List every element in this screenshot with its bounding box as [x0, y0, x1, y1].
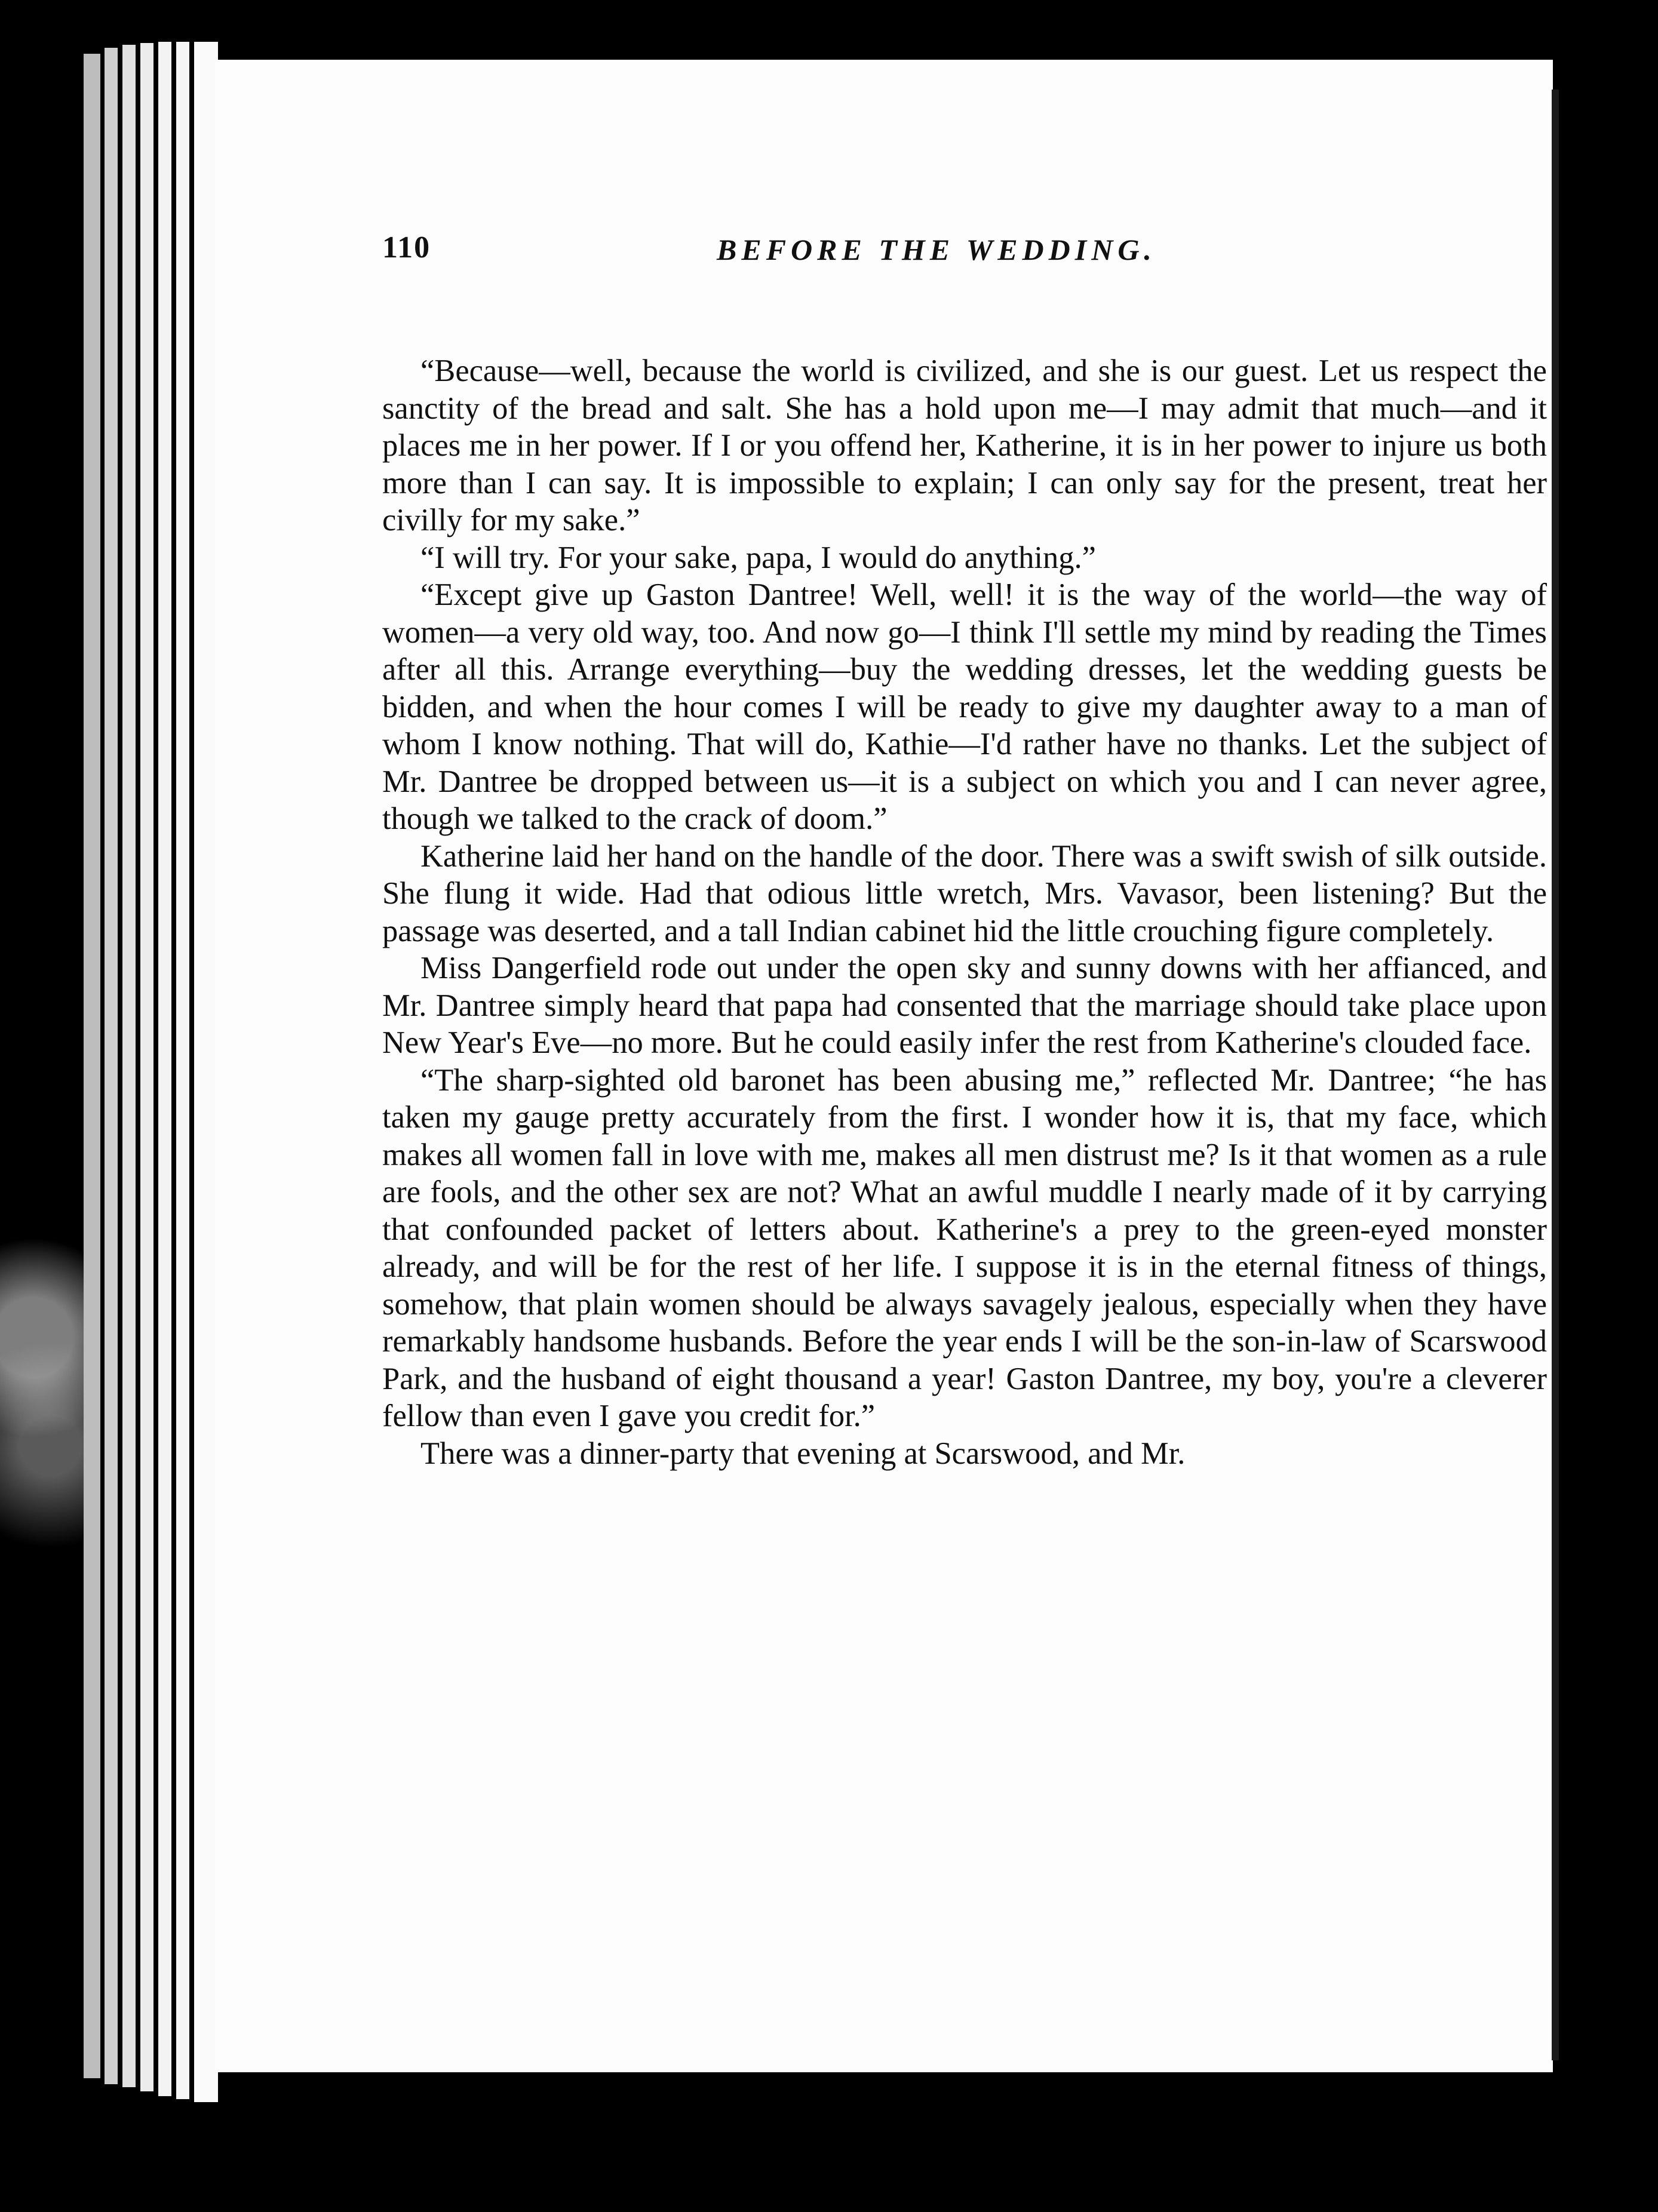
paragraph: Katherine laid her hand on the handle of the door. There was a swift swish of silk outside. She flung it wide. Had that odious little wretch, Mrs. Vavasor, been listening? But the passage was deserted, and a tall Indian cabinet hid the little crouching figure completely.: [382, 838, 1547, 948]
page-edge: [105, 48, 118, 2084]
scan-artifact: [0, 1194, 84, 1553]
paragraph: Miss Dangerfield rode out under the open sky and sunny downs with her affianced, and Mr. Dantree simply heard that papa had consented that the marriage should take place upon New Year's Eve—no more. But he could easily infer the rest from Katherine's clouded face.: [382, 951, 1547, 1060]
page-edge: [122, 45, 136, 2087]
page-sheet: [215, 60, 1553, 2072]
paragraph: “I will try. For your sake, papa, I would do anything.”: [420, 540, 1096, 575]
page-gutter-shadow: [1552, 90, 1559, 2060]
page-number: 110: [382, 231, 431, 265]
page-edge: [194, 42, 218, 2102]
paragraph: “Because—well, because the world is civilized, and she is our guest. Let us respect the sanctity of the bread and salt. She has a hold upon me—I may admit that much—and it places me in her power. If I or you offend her, Katherine, it is in her power to injure us both more than I can say. It is impossible to explain; I can only say for the present, treat her civilly for my sake.”: [382, 354, 1547, 537]
paragraph: There was a dinner-party that evening at Scarswood, and Mr.: [420, 1436, 1186, 1471]
page-edge: [140, 43, 153, 2091]
paragraph: “The sharp-sighted old baronet has been abusing me,” reflected Mr. Dantree; “he has taken my gauge pretty accurately from the first. I wonder how it is, that my face, which makes all women fall in love with me, makes all men distrust me? Is it that women as a rule are fools, and the other sex are not? What an awful muddle I nearly made of it by carrying that confounded packet of letters about. Katherine's a prey to the green-eyed monster already, and will be for the rest of her life. I suppose it is in the eternal fitness of things, somehow, that plain women should be always savagely jealous, especially when they have remarkably handsome husbands. Before the year ends I will be the son-in-law of Scarswood Park, and the husband of eight thousand a year! Gaston Dantree, my boy, you're a cleverer fellow than even I gave you credit for.”: [382, 1062, 1547, 1433]
running-head: BEFORE THE WEDDING.: [717, 233, 1156, 266]
page-edge: [176, 42, 189, 2099]
body-text: [382, 352, 1547, 1472]
page-edge: [158, 42, 171, 2096]
paragraph: “Except give up Gaston Dantree! Well, well! it is the way of the world—the way of women—a very old way, too. And now go—I think I'll settle my mind by reading the Times after all this. Arrange everything—buy the wedding dresses, let the wedding guests be bidden, and when the hour comes I will be ready to give my daughter away to a man of whom I know nothing. That will do, Kathie—I'd rather have no thanks. Let the subject of Mr. Dantree be dropped between us—it is a subject on which you and I can never agree, though we talked to the crack of doom.”: [382, 577, 1547, 836]
page-header: [382, 230, 1535, 290]
page-edge: [84, 54, 100, 2078]
